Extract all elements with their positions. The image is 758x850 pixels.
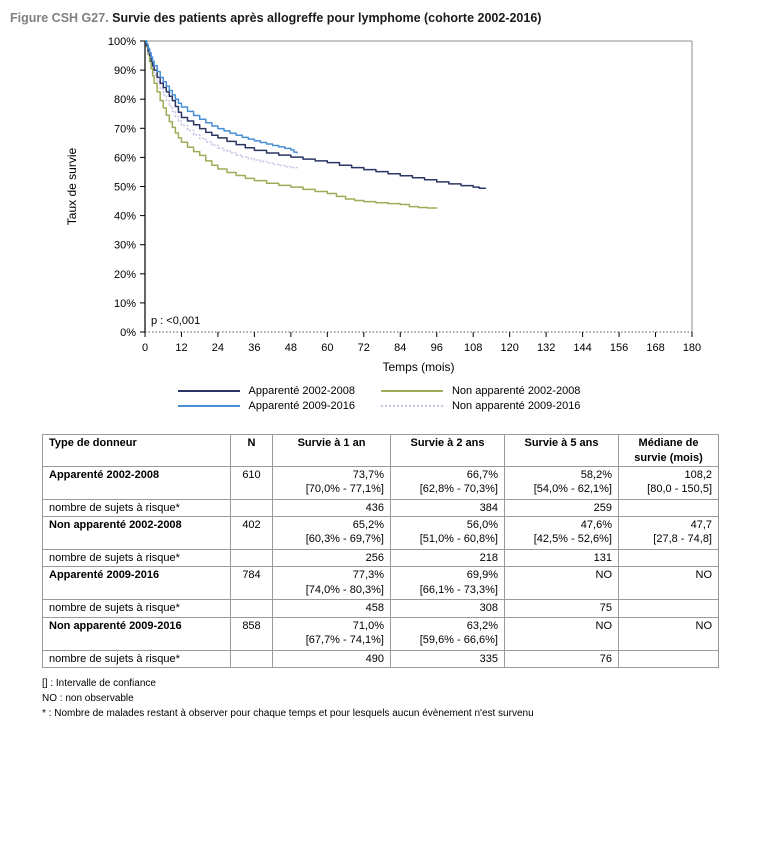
y-tick-label: 50%	[113, 181, 136, 194]
x-tick-label: 156	[609, 342, 629, 355]
cell-survival-5y: 58,2% [54,0% - 62,1%]	[505, 466, 619, 499]
donor-name: Apparenté 2009-2016	[43, 567, 231, 600]
legend-item-apparente-2002-2008	[178, 385, 355, 397]
cell-empty	[231, 499, 273, 516]
y-tick-label: 100%	[107, 36, 136, 49]
y-tick-label: 60%	[113, 152, 136, 165]
cell-at-risk-5y: 76	[505, 650, 619, 667]
cell-at-risk-2y: 218	[391, 550, 505, 567]
legend-label: Apparenté 2009-2016	[248, 400, 355, 413]
footnote-confidence-interval: [] : Intervalle de confiance	[42, 678, 156, 690]
cell-survival-2y: 63,2% [59,6% - 66,6%]	[391, 617, 505, 650]
table-row-at-risk	[43, 600, 719, 617]
cell-median: 47,7 [27,8 - 74,8]	[619, 517, 719, 550]
figure-number: Figure CSH G27.	[10, 11, 109, 25]
x-tick-label: 180	[682, 342, 702, 355]
y-tick-label: 0%	[120, 327, 136, 340]
cell-at-risk-1y: 490	[273, 650, 391, 667]
legend-item-apparente-2009-2016	[178, 400, 355, 412]
legend-label: Non apparenté 2009-2016	[451, 400, 581, 413]
cell-at-risk-2y: 335	[391, 650, 505, 667]
header-survival-2y: Survie à 2 ans	[391, 435, 505, 467]
x-axis-title: Temps (mois)	[382, 360, 455, 375]
cell-at-risk-2y: 308	[391, 600, 505, 617]
cell-empty	[619, 650, 719, 667]
header-donor-type: Type de donneur	[43, 435, 231, 467]
cell-n: 858	[231, 617, 273, 650]
cell-survival-5y: NO	[505, 617, 619, 650]
legend-line-apparente-2009-2016	[178, 405, 240, 407]
cell-empty	[619, 550, 719, 567]
x-tick-label: 168	[646, 342, 665, 355]
x-tick-label: 108	[464, 342, 483, 355]
cell-median: NO	[619, 567, 719, 600]
footnote-at-risk-definition: * : Nombre de malades restant à observer pour chaque temps et pour lesquels aucun évènement n'est survenu	[42, 708, 534, 720]
cell-survival-1y: 71,0% [67,7% - 74,1%]	[273, 617, 391, 650]
cell-survival-1y: 77,3% [74,0% - 80,3%]	[273, 567, 391, 600]
survival-chart	[0, 28, 758, 412]
x-tick-label: 96	[430, 342, 443, 355]
y-tick-label: 80%	[113, 94, 136, 107]
table-row-at-risk	[43, 550, 719, 567]
legend-label: Apparenté 2002-2008	[248, 385, 355, 398]
cell-empty	[619, 499, 719, 516]
header-n: N	[231, 435, 273, 467]
cell-empty	[231, 650, 273, 667]
survival-curve-apparent-2009-2016	[145, 41, 297, 153]
at-risk-label: nombre de sujets à risque*	[43, 650, 231, 667]
table-row-donor	[43, 567, 719, 600]
figure-title-text: Survie des patients après allogreffe pour lymphome (cohorte 2002-2016)	[112, 11, 542, 25]
x-tick-label: 144	[573, 342, 592, 355]
donor-name: Apparenté 2002-2008	[43, 466, 231, 499]
legend-line-apparente-2002-2008	[178, 390, 240, 392]
cell-survival-1y: 65,2% [60,3% - 69,7%]	[273, 517, 391, 550]
table-row-donor	[43, 466, 719, 499]
cell-median: NO	[619, 617, 719, 650]
chart-legend	[0, 385, 758, 412]
table-row-at-risk	[43, 650, 719, 667]
at-risk-label: nombre de sujets à risque*	[43, 550, 231, 567]
survival-table	[42, 434, 719, 668]
y-tick-label: 20%	[113, 269, 136, 282]
cell-at-risk-1y: 458	[273, 600, 391, 617]
x-tick-label: 0	[141, 342, 149, 355]
x-tick-label: 12	[175, 342, 188, 355]
survival-curve-non-apparent-2009-2016	[145, 41, 297, 168]
y-tick-label: 40%	[113, 210, 136, 223]
x-tick-label: 36	[248, 342, 261, 355]
p-value-annotation: p : <0,001	[151, 315, 201, 328]
survival-plot-svg	[0, 28, 758, 378]
legend-item-non-apparente-2009-2016	[381, 400, 580, 412]
header-median-survival: Médiane de survie (mois)	[619, 435, 719, 467]
table-row-at-risk	[43, 499, 719, 516]
cell-survival-2y: 66,7% [62,8% - 70,3%]	[391, 466, 505, 499]
table-row-donor	[43, 617, 719, 650]
cell-at-risk-5y: 75	[505, 600, 619, 617]
legend-line-non-apparente-2009-2016	[381, 405, 443, 407]
figure-title	[0, 0, 758, 26]
x-tick-label: 48	[284, 342, 297, 355]
footnote-not-observable: NO : non observable	[42, 693, 134, 705]
donor-name: Non apparenté 2009-2016	[43, 617, 231, 650]
cell-survival-5y: NO	[505, 567, 619, 600]
header-survival-5y: Survie à 5 ans	[505, 435, 619, 467]
legend-label: Non apparenté 2002-2008	[451, 385, 581, 398]
x-tick-label: 132	[536, 342, 556, 355]
x-tick-label: 72	[357, 342, 370, 355]
y-tick-label: 90%	[113, 65, 136, 78]
y-tick-label: 30%	[113, 239, 136, 252]
header-survival-1y: Survie à 1 an	[273, 435, 391, 467]
x-tick-label: 84	[394, 342, 407, 355]
at-risk-label: nombre de sujets à risque*	[43, 600, 231, 617]
cell-n: 610	[231, 466, 273, 499]
legend-item-non-apparente-2002-2008	[381, 385, 580, 397]
cell-at-risk-1y: 436	[273, 499, 391, 516]
cell-survival-2y: 69,9% [66,1% - 73,3%]	[391, 567, 505, 600]
cell-empty	[231, 600, 273, 617]
cell-n: 784	[231, 567, 273, 600]
y-tick-label: 70%	[113, 123, 136, 136]
x-tick-label: 24	[211, 342, 225, 355]
cell-survival-5y: 47,6% [42,5% - 52,6%]	[505, 517, 619, 550]
cell-at-risk-2y: 384	[391, 499, 505, 516]
donor-name: Non apparenté 2002-2008	[43, 517, 231, 550]
cell-at-risk-1y: 256	[273, 550, 391, 567]
cell-at-risk-5y: 131	[505, 550, 619, 567]
table-header-row	[43, 435, 719, 467]
survival-curve-non-apparent-2002-2008	[145, 41, 437, 208]
at-risk-label: nombre de sujets à risque*	[43, 499, 231, 516]
x-tick-label: 60	[321, 342, 334, 355]
y-tick-label: 10%	[113, 298, 136, 311]
cell-at-risk-5y: 259	[505, 499, 619, 516]
legend-line-non-apparente-2002-2008	[381, 390, 443, 392]
cell-median: 108,2 [80,0 - 150,5]	[619, 466, 719, 499]
y-axis-title: Taux de survie	[65, 148, 79, 226]
cell-survival-1y: 73,7% [70,0% - 77,1%]	[273, 466, 391, 499]
cell-survival-2y: 56,0% [51,0% - 60,8%]	[391, 517, 505, 550]
x-tick-label: 120	[500, 342, 519, 355]
cell-n: 402	[231, 517, 273, 550]
cell-empty	[231, 550, 273, 567]
footnotes	[42, 676, 758, 721]
table-row-donor	[43, 517, 719, 550]
cell-empty	[619, 600, 719, 617]
